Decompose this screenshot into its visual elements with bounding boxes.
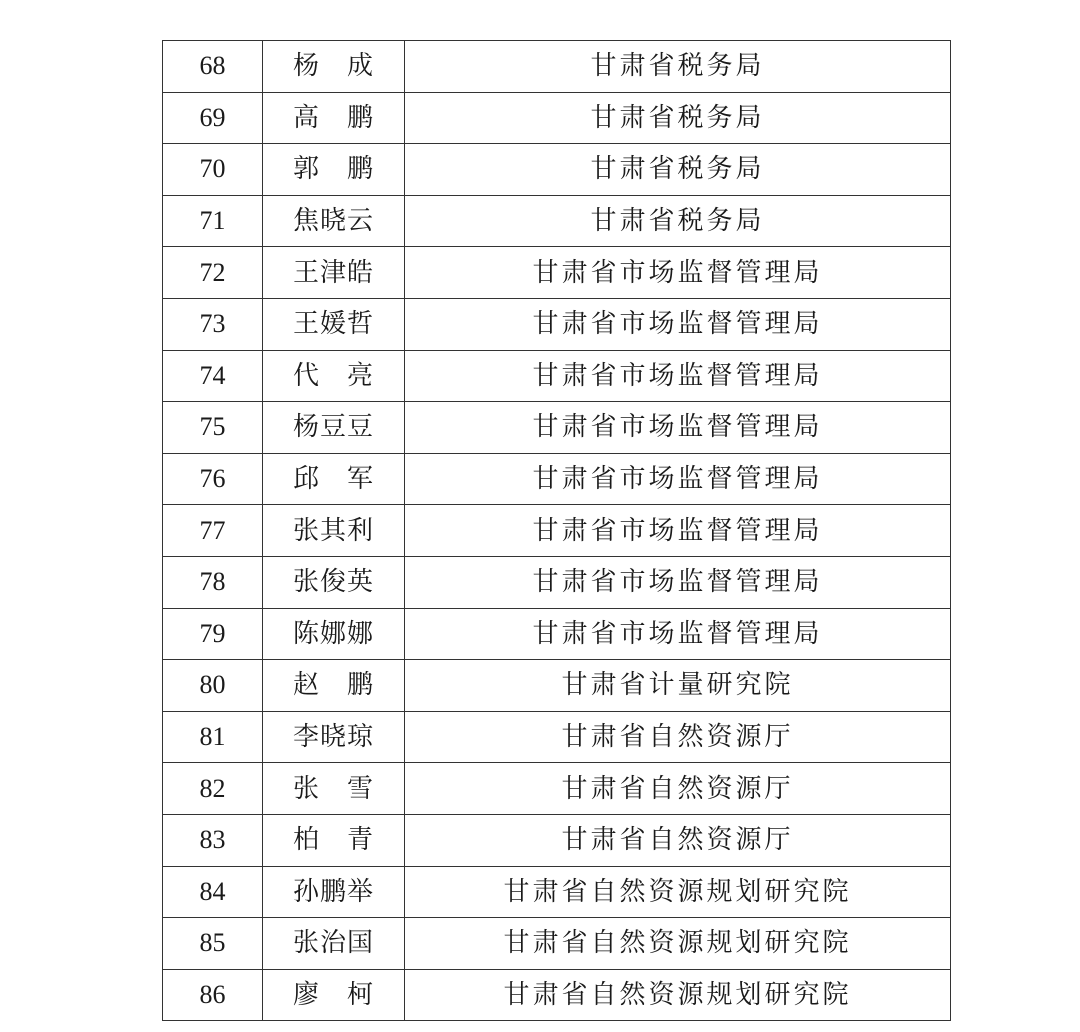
work-unit: 甘肃省计量研究院 (405, 660, 951, 712)
row-number: 85 (163, 918, 263, 970)
row-number: 73 (163, 298, 263, 350)
person-name: 张俊英 (263, 556, 405, 608)
work-unit: 甘肃省自然资源规划研究院 (405, 918, 951, 970)
table-row (163, 866, 951, 918)
table-row (163, 92, 951, 144)
work-unit: 甘肃省税务局 (405, 92, 951, 144)
row-number: 78 (163, 556, 263, 608)
table-row (163, 247, 951, 299)
table-row (163, 556, 951, 608)
row-number: 76 (163, 453, 263, 505)
work-unit: 甘肃省市场监督管理局 (405, 505, 951, 557)
work-unit: 甘肃省市场监督管理局 (405, 298, 951, 350)
person-name: 邱 军 (263, 453, 405, 505)
work-unit: 甘肃省税务局 (405, 195, 951, 247)
work-unit: 甘肃省税务局 (405, 41, 951, 93)
person-name: 张其利 (263, 505, 405, 557)
row-number: 70 (163, 144, 263, 196)
row-number: 77 (163, 505, 263, 557)
person-name: 赵 鹏 (263, 660, 405, 712)
person-name: 焦晓云 (263, 195, 405, 247)
table-row (163, 814, 951, 866)
table-row (163, 402, 951, 454)
person-name: 孙鹏举 (263, 866, 405, 918)
row-number: 68 (163, 41, 263, 93)
row-number: 84 (163, 866, 263, 918)
row-number: 71 (163, 195, 263, 247)
row-number: 79 (163, 608, 263, 660)
table-row (163, 298, 951, 350)
row-number: 72 (163, 247, 263, 299)
document-page (162, 40, 950, 1023)
row-number: 81 (163, 711, 263, 763)
roster-table (162, 40, 951, 1021)
work-unit: 甘肃省自然资源厅 (405, 814, 951, 866)
person-name: 杨 成 (263, 41, 405, 93)
row-number: 82 (163, 763, 263, 815)
row-number: 74 (163, 350, 263, 402)
table-row (163, 144, 951, 196)
row-number: 83 (163, 814, 263, 866)
work-unit: 甘肃省自然资源厅 (405, 763, 951, 815)
row-number: 75 (163, 402, 263, 454)
person-name: 张 雪 (263, 763, 405, 815)
table-row (163, 350, 951, 402)
person-name: 代 亮 (263, 350, 405, 402)
work-unit: 甘肃省市场监督管理局 (405, 608, 951, 660)
table-row (163, 195, 951, 247)
table-row (163, 453, 951, 505)
person-name: 高 鹏 (263, 92, 405, 144)
person-name: 陈娜娜 (263, 608, 405, 660)
person-name: 柏 青 (263, 814, 405, 866)
table-row (163, 608, 951, 660)
work-unit: 甘肃省自然资源厅 (405, 711, 951, 763)
table-row (163, 763, 951, 815)
person-name: 李晓琼 (263, 711, 405, 763)
table-row (163, 660, 951, 712)
person-name: 廖 柯 (263, 969, 405, 1021)
work-unit: 甘肃省自然资源规划研究院 (405, 866, 951, 918)
person-name: 张治国 (263, 918, 405, 970)
work-unit: 甘肃省市场监督管理局 (405, 350, 951, 402)
table-row (163, 918, 951, 970)
person-name: 郭 鹏 (263, 144, 405, 196)
roster-table-body (163, 41, 951, 1021)
row-number: 80 (163, 660, 263, 712)
work-unit: 甘肃省市场监督管理局 (405, 402, 951, 454)
work-unit: 甘肃省税务局 (405, 144, 951, 196)
person-name: 王津皓 (263, 247, 405, 299)
table-row (163, 41, 951, 93)
row-number: 69 (163, 92, 263, 144)
work-unit: 甘肃省自然资源规划研究院 (405, 969, 951, 1021)
work-unit: 甘肃省市场监督管理局 (405, 453, 951, 505)
row-number: 86 (163, 969, 263, 1021)
work-unit: 甘肃省市场监督管理局 (405, 556, 951, 608)
person-name: 王媛哲 (263, 298, 405, 350)
work-unit: 甘肃省市场监督管理局 (405, 247, 951, 299)
table-row (163, 711, 951, 763)
person-name: 杨豆豆 (263, 402, 405, 454)
table-row (163, 969, 951, 1021)
table-row (163, 505, 951, 557)
